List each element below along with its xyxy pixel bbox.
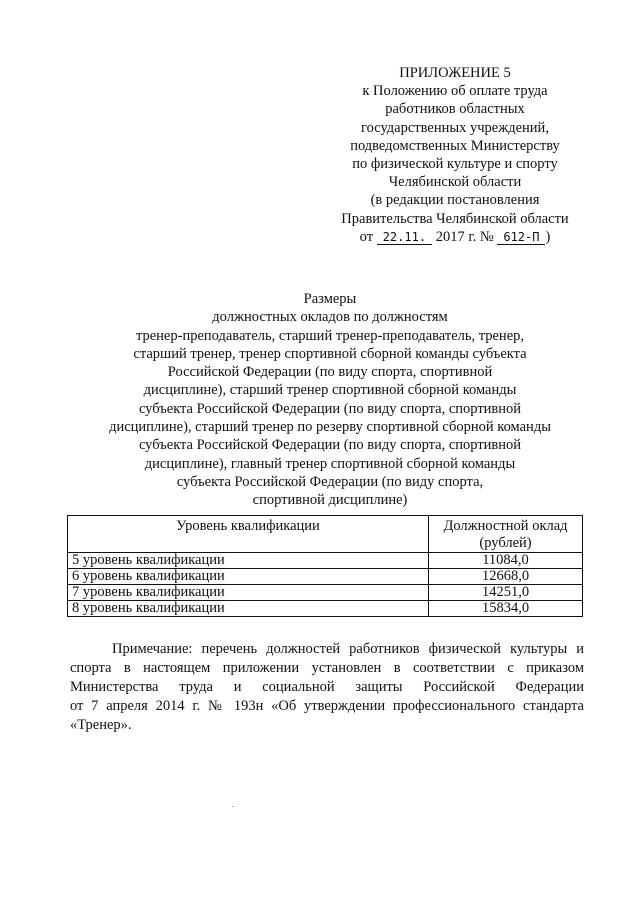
footnote-line: от 7 апреля 2014 г. № 193н «Об утверждении профессионального стандарта <box>70 698 584 714</box>
heading-line: должностных окладов по должностям <box>212 309 448 326</box>
table-row <box>68 553 583 569</box>
appendix-line: по физической культуре и спорту <box>352 156 558 173</box>
salary-amount: 15834,0 <box>429 601 583 617</box>
salary-amount: 14251,0 <box>429 585 583 601</box>
resolution-number: 612-П <box>497 230 545 245</box>
heading-line: субъекта Российской Федерации (по виду спорта, спортивной <box>138 400 522 417</box>
header-salary-title: Должностной оклад <box>443 518 568 534</box>
salary-table <box>67 515 583 617</box>
heading-line: старший тренер, тренер спортивной сборной команды субъекта <box>133 345 527 362</box>
heading-line: субъекта Российской Федерации (по виду спорта, спортивной <box>138 437 522 454</box>
heading-line: тренер-преподаватель, старший тренер-преподаватель, тренер, <box>135 327 525 344</box>
qualification-level: 8 уровень квалификации <box>68 601 429 617</box>
heading-line: субъекта Российской Федерации (по виду спорта, <box>176 473 484 490</box>
appendix-line: государственных учреждений, <box>361 119 549 136</box>
document-heading <box>100 290 560 510</box>
appendix-line: к Положению об оплате труда <box>362 83 548 100</box>
heading-line: дисциплине), старший тренер по резерву спортивной сборной команды <box>109 419 551 436</box>
appendix-line: Правительства Челябинской области <box>341 210 569 227</box>
heading-line: Российской Федерации (по виду спорта, спортивной <box>167 364 493 381</box>
salary-amount: 11084,0 <box>429 553 583 569</box>
qualification-level: 5 уровень квалификации <box>68 553 429 569</box>
appendix-title: ПРИЛОЖЕНИЕ 5 <box>399 65 511 81</box>
table-row <box>68 601 583 617</box>
resolution-date: 22.11. <box>377 230 432 245</box>
salary-amount: 12668,0 <box>429 569 583 585</box>
footnote-line: «Тренер». <box>70 717 132 733</box>
heading-title: Размеры <box>303 291 357 307</box>
header-salary-unit: (рублей) <box>479 535 532 551</box>
close-paren: ) <box>545 228 551 245</box>
footnote <box>70 640 584 735</box>
footnote-line: Примечание: перечень должностей работников физической культуры и <box>112 641 584 657</box>
header-qualification-level: Уровень квалификации <box>68 516 429 553</box>
appendix-line: работников областных <box>385 101 525 118</box>
heading-line: спортивной дисциплине) <box>252 492 408 509</box>
appendix-header <box>330 64 580 246</box>
footnote-line: спорта в настоящем приложении установлен в соответствии с приказом <box>70 660 584 676</box>
appendix-line: (в редакции постановления <box>370 192 540 209</box>
date-prefix: от <box>359 228 374 245</box>
table-row <box>68 569 583 585</box>
appendix-line: Челябинской области <box>388 174 522 191</box>
header-salary <box>429 516 583 553</box>
qualification-level: 7 уровень квалификации <box>68 585 429 601</box>
heading-line: дисциплине), старший тренер спортивной сборной команды <box>143 382 517 399</box>
scan-speck <box>232 806 233 807</box>
resolution-date-line <box>330 228 580 246</box>
footnote-line: Министерства труда и социальной защиты Российской Федерации <box>70 679 584 695</box>
appendix-line: подведомственных Министерству <box>350 137 560 154</box>
table-row <box>68 585 583 601</box>
qualification-level: 6 уровень квалификации <box>68 569 429 585</box>
year-text: 2017 г. № <box>435 228 494 245</box>
heading-line: дисциплине), главный тренер спортивной сборной команды <box>144 455 516 472</box>
table-header-row <box>68 516 583 553</box>
